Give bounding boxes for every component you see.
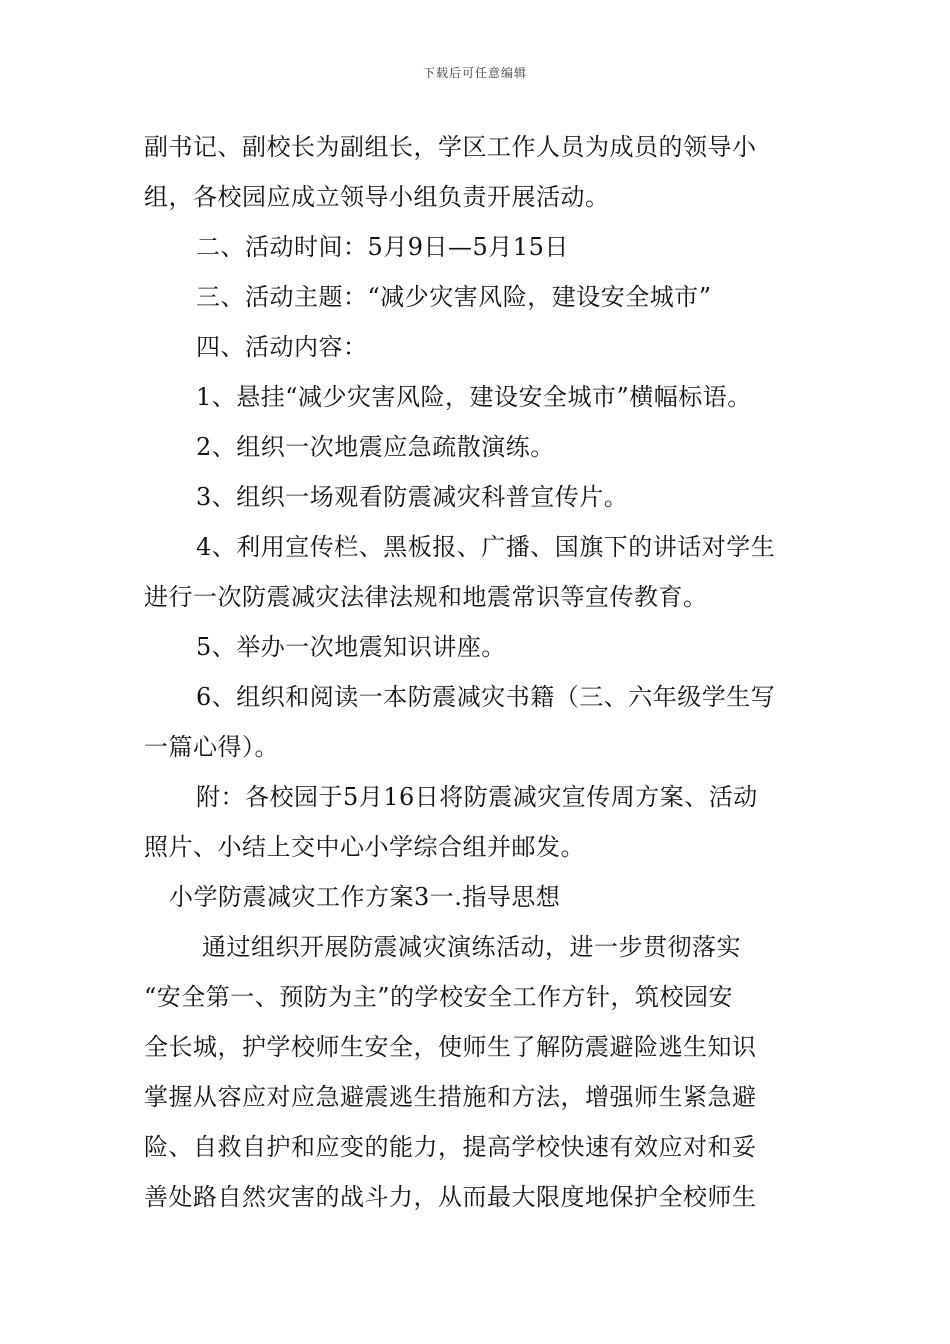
document-body [144,122,810,1222]
list-item: 3、组织一场观看防震减灾科普宣传片。 [196,483,629,511]
text-line: 进行一次防震减灾法律法规和地震常识等宣传教育。 [144,583,708,611]
header-note: 下载后可任意编辑 [422,66,527,80]
text-line: 善处路自然灾害的战斗力，从而最大限度地保护全校师生 [144,1183,757,1211]
text-line: 组，各校园应成立领导小组负责开展活动。 [144,183,610,211]
appendix-note: 附：各校园于5月16日将防震减灾宣传周方案、活动 [196,783,758,811]
list-item: 2、组织一次地震应急疏散演练。 [196,433,555,461]
list-item: 1、悬挂“减少灾害风险，建设安全城市”横幅标语。 [196,383,752,411]
text-line: “安全第一、预防为主”的学校安全工作方针，筑校园安 [144,983,734,1011]
text-line: 险、自救自护和应变的能力，提高学校快速有效应对和妥 [144,1133,757,1161]
text-line: 副书记、副校长为副组长，学区工作人员为成员的领导小 [144,133,757,161]
section-heading-time: 二、活动时间：5月9日—5月15日 [196,233,569,261]
section-heading-theme: 三、活动主题：“减少灾害风险，建设安全城市” [196,283,712,311]
text-line: 掌握从容应对应急避震逃生措施和方法，增强师生紧急避 [144,1083,757,1111]
text-line: 照片、小结上交中心小学综合组并邮发。 [144,833,585,861]
list-item: 6、组织和阅读一本防震减灾书籍（三、六年级学生写 [196,683,776,711]
text-line: 全长城，护学校师生安全，使师生了解防震避险逃生知识 [144,1033,757,1061]
plan-title: 小学防震减灾工作方案3一.指导思想 [169,883,561,911]
list-item: 5、举办一次地震知识讲座。 [196,633,506,661]
list-item: 4、利用宣传栏、黑板报、广播、国旗下的讲话对学生 [196,533,776,561]
paragraph-start: 通过组织开展防震减灾演练活动，进一步贯彻落实 [202,933,741,961]
section-heading-content: 四、活动内容： [196,333,368,361]
text-line: 一篇心得）。 [144,733,279,761]
